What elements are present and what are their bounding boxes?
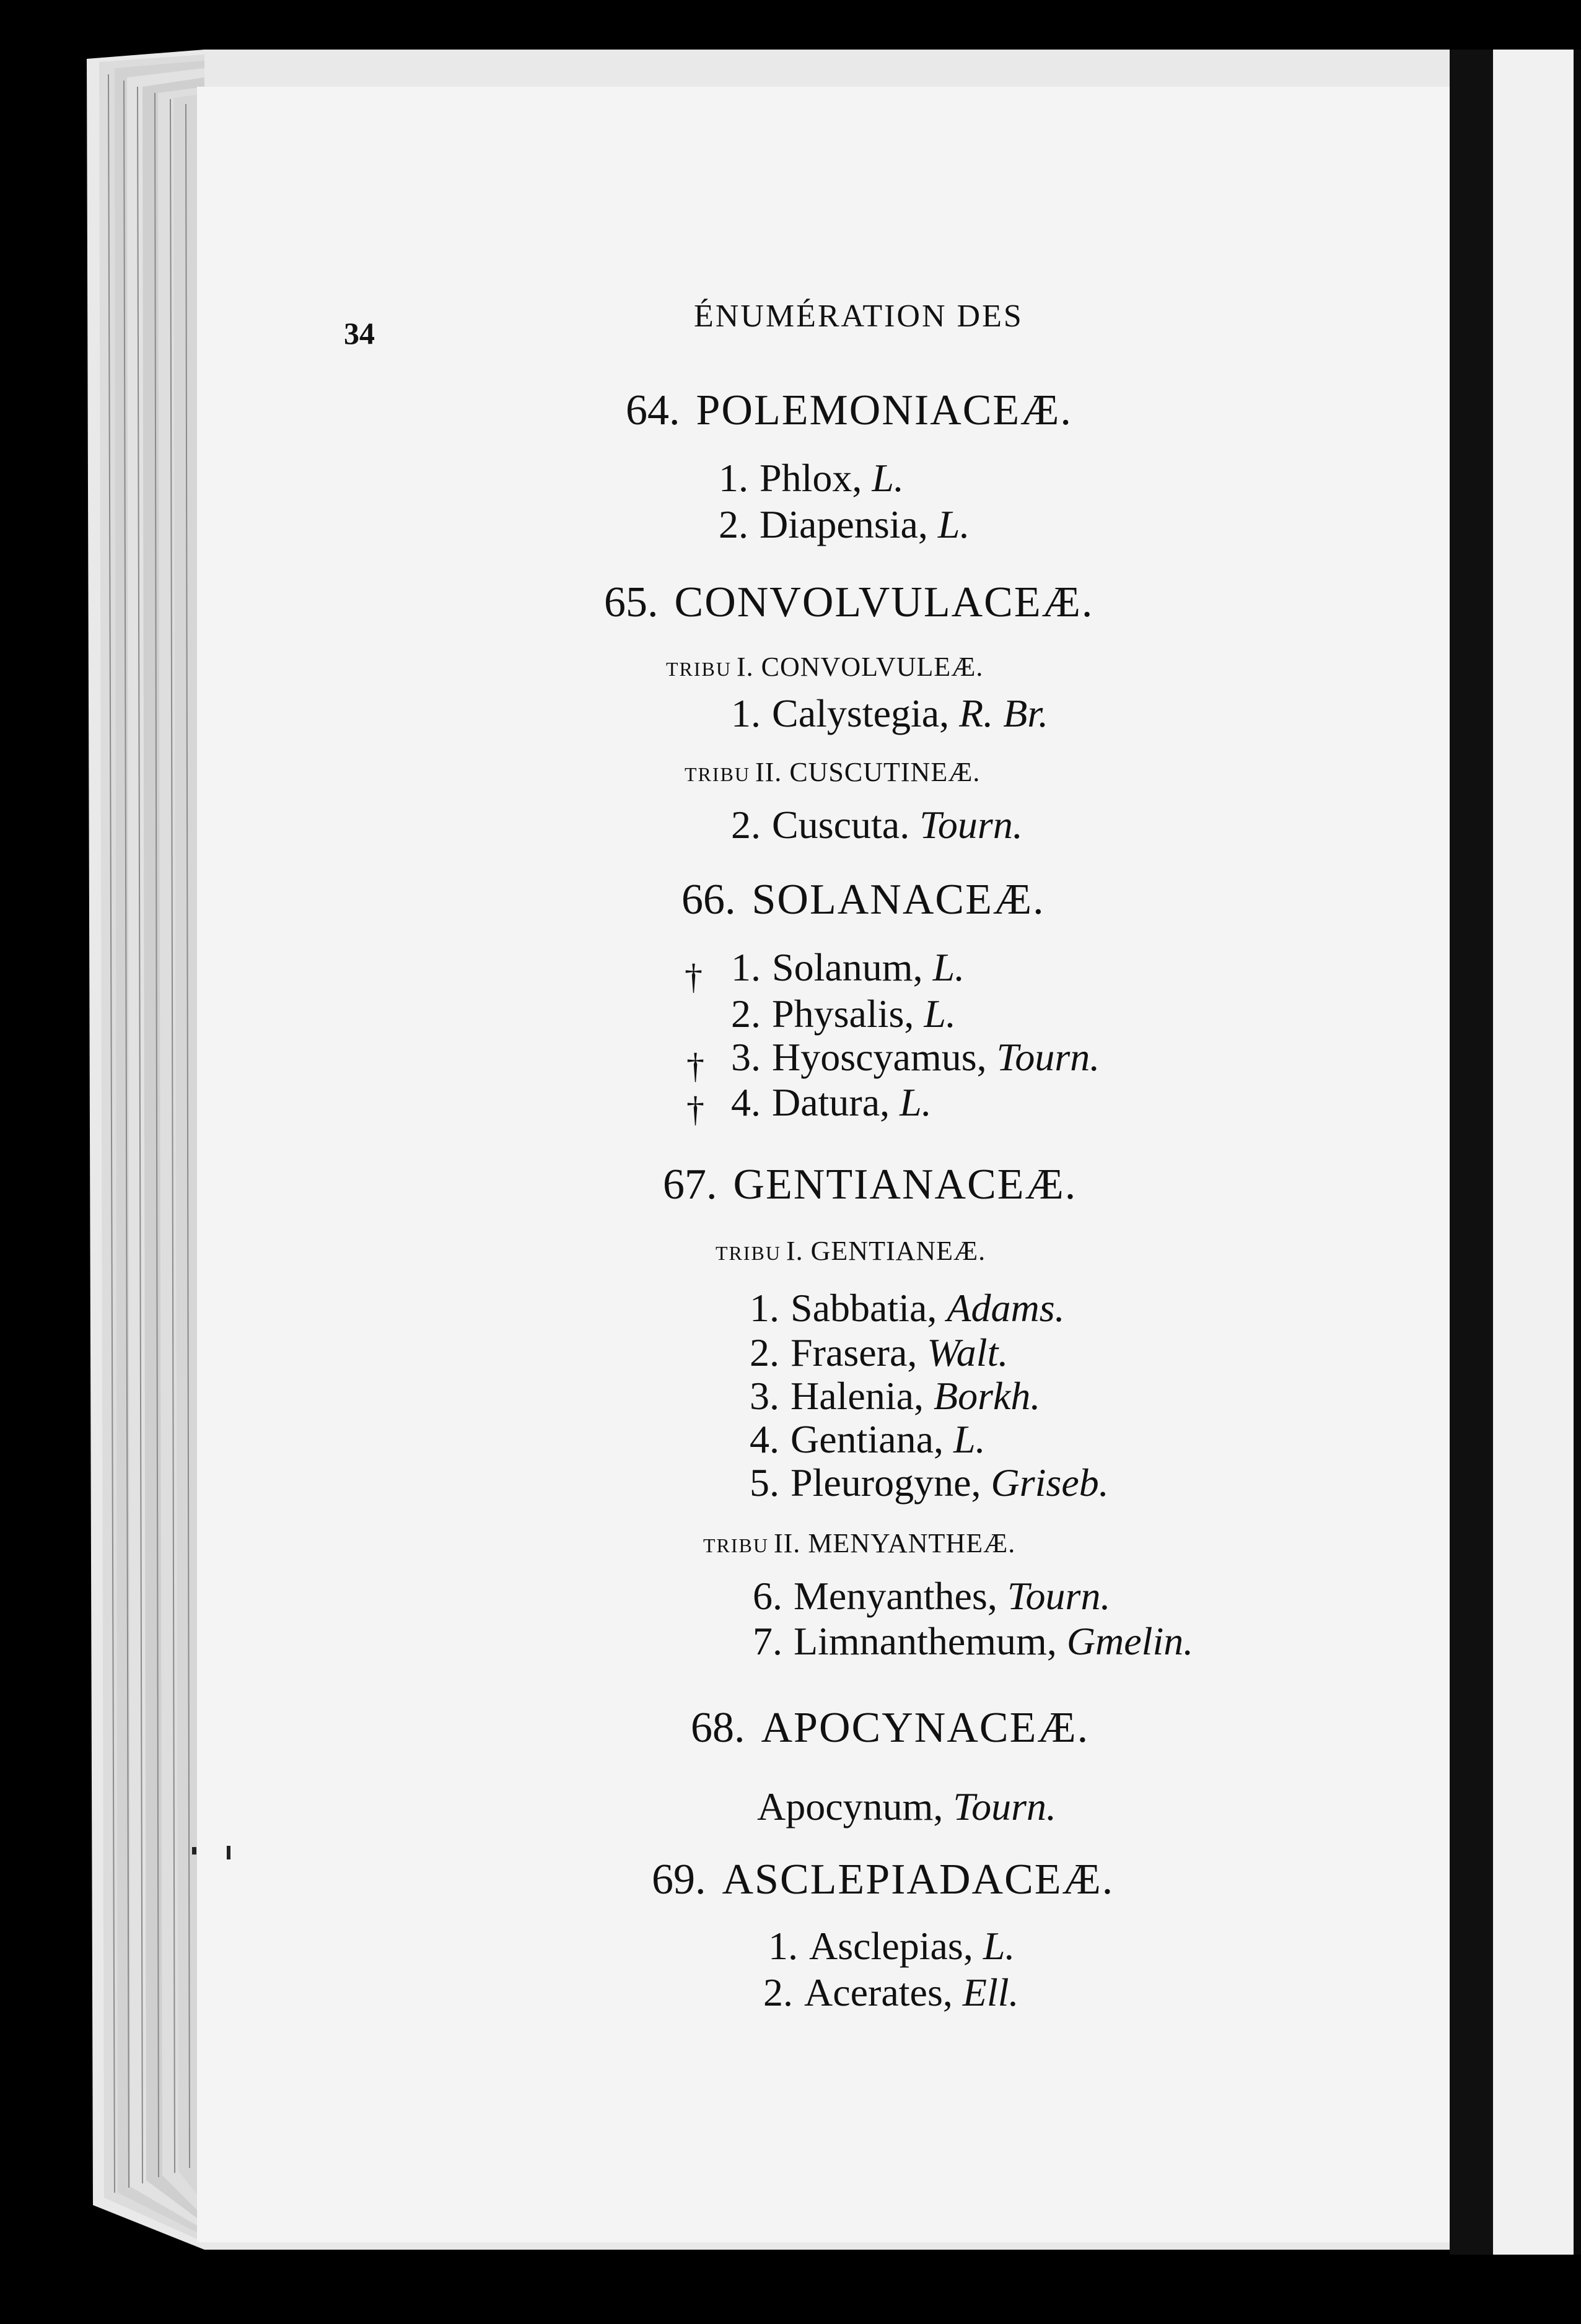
genus-author: Tourn.	[953, 1784, 1057, 1828]
genus-number: 2.	[731, 803, 761, 847]
genus-number: 5.	[750, 1461, 779, 1505]
genus-number: 4.	[731, 1080, 761, 1124]
genus-author: L.	[900, 1080, 932, 1124]
genus-name: Phlox,	[760, 456, 862, 500]
genus-number: 3.	[750, 1374, 779, 1418]
family-name: SOLANACEÆ.	[751, 876, 1045, 924]
genus-entry	[757, 1784, 1057, 1828]
genus-entry	[768, 1926, 1015, 1966]
genus-number: 1.	[750, 1286, 779, 1330]
genus-author: Tourn.	[919, 803, 1023, 847]
tribe-name: CUSCUTINEÆ.	[789, 757, 981, 787]
genus-name: Halenia,	[791, 1374, 924, 1418]
genus-entry	[731, 805, 1023, 845]
genus-author: L.	[932, 945, 965, 989]
family-number: 66.	[681, 876, 736, 924]
tribe-heading	[666, 653, 983, 681]
genus-name: Solanum,	[772, 945, 923, 989]
tribe-number: II.	[755, 757, 782, 787]
genus-name: Limnanthemum,	[794, 1619, 1057, 1663]
tribe-name: MENYANTHEÆ.	[808, 1528, 1016, 1558]
genus-entry	[731, 945, 965, 989]
dagger-mark: †	[686, 1089, 704, 1129]
genus-number: 6.	[753, 1574, 782, 1618]
genus-author: L.	[983, 1924, 1015, 1968]
family-name: CONVOLVULACEÆ.	[674, 579, 1094, 626]
genus-author: Tourn.	[996, 1035, 1100, 1079]
genus-author: Walt.	[927, 1330, 1009, 1374]
genus-entry	[750, 1376, 1040, 1416]
family-number: 64.	[626, 387, 680, 434]
genus-name: Acerates,	[804, 1970, 953, 2014]
genus-entry	[731, 1080, 932, 1124]
genus-entry	[750, 1417, 986, 1461]
genus-number: 3.	[731, 1035, 761, 1079]
family-heading	[604, 581, 1093, 624]
tribe-number: I.	[737, 652, 754, 682]
genus-name: Physalis,	[772, 992, 914, 1036]
genus-number: 2.	[750, 1330, 779, 1374]
genus-name: Frasera,	[791, 1330, 918, 1374]
genus-entry	[719, 458, 904, 498]
genus-entry	[753, 1576, 1110, 1616]
family-heading	[681, 878, 1045, 922]
genus-author: Gmelin.	[1066, 1619, 1194, 1663]
tribe-heading	[685, 759, 980, 786]
family-name: POLEMONIACEÆ.	[696, 387, 1072, 434]
page-number: 34	[344, 316, 375, 351]
tribe-name: CONVOLVULEÆ.	[761, 652, 984, 682]
genus-author: L.	[924, 992, 956, 1036]
genus-name: Calystegia,	[772, 691, 950, 735]
tribe-name: GENTIANEÆ.	[810, 1236, 986, 1266]
genus-number: 1.	[731, 945, 761, 989]
genus-entry	[731, 691, 1049, 735]
genus-entry	[750, 1288, 1065, 1328]
genus-name: Datura,	[772, 1080, 890, 1124]
genus-author: R. Br.	[959, 691, 1049, 735]
family-name: ASCLEPIADACEÆ.	[722, 1856, 1115, 1903]
genus-number: 4.	[750, 1417, 779, 1461]
family-name: GENTIANACEÆ.	[733, 1161, 1077, 1208]
running-head: ÉNUMÉRATION DES	[694, 299, 1023, 334]
family-heading	[652, 1858, 1114, 1902]
tribe-label: TRIBU	[666, 658, 732, 680]
family-heading	[626, 389, 1072, 432]
family-number: 65.	[604, 579, 659, 626]
dagger-mark: †	[685, 956, 703, 997]
family-number: 68.	[691, 1704, 745, 1752]
genus-name: Sabbatia,	[791, 1286, 937, 1330]
genus-name: Apocynum,	[757, 1784, 944, 1828]
genus-entry	[750, 1330, 1009, 1374]
genus-number: 2.	[719, 502, 748, 546]
tribe-number: II.	[774, 1528, 801, 1558]
genus-author: Tourn.	[1007, 1574, 1111, 1618]
genus-name: Diapensia,	[760, 502, 928, 546]
genus-entry	[719, 502, 970, 546]
genus-entry	[750, 1463, 1109, 1503]
genus-name: Asclepias,	[809, 1924, 973, 1968]
genus-name: Cuscuta.	[772, 803, 910, 847]
genus-author: L.	[953, 1417, 986, 1461]
genus-author: L.	[872, 456, 904, 500]
family-heading	[663, 1163, 1077, 1207]
dagger-mark: †	[686, 1046, 704, 1086]
tribe-label: TRIBU	[685, 763, 750, 785]
genus-number: 2.	[763, 1970, 793, 2014]
tribe-heading	[716, 1238, 986, 1265]
tribe-heading	[703, 1530, 1015, 1557]
genus-name: Pleurogyne,	[791, 1461, 981, 1505]
genus-author: Ell.	[962, 1970, 1019, 2014]
tribe-number: I.	[786, 1236, 804, 1266]
genus-author: L.	[937, 502, 970, 546]
tribe-label: TRIBU	[703, 1534, 769, 1557]
genus-number: 7.	[753, 1619, 782, 1663]
genus-entry	[731, 994, 956, 1034]
genus-entry	[753, 1619, 1194, 1663]
genus-author: Borkh.	[934, 1374, 1041, 1418]
genus-entry	[763, 1970, 1019, 2014]
genus-name: Gentiana,	[791, 1417, 944, 1461]
genus-entry	[731, 1035, 1100, 1079]
genus-author: Griseb.	[991, 1461, 1109, 1505]
tribe-label: TRIBU	[716, 1242, 781, 1264]
family-number: 67.	[663, 1161, 717, 1208]
genus-number: 1.	[719, 456, 748, 500]
genus-name: Hyoscyamus,	[772, 1035, 987, 1079]
genus-name: Menyanthes,	[794, 1574, 997, 1618]
family-number: 69.	[652, 1856, 706, 1903]
genus-number: 1.	[768, 1924, 798, 1968]
family-heading	[691, 1706, 1089, 1750]
genus-number: 2.	[731, 992, 761, 1036]
genus-author: Adams.	[947, 1286, 1065, 1330]
genus-number: 1.	[731, 691, 761, 735]
family-name: APOCYNACEÆ.	[761, 1704, 1090, 1752]
